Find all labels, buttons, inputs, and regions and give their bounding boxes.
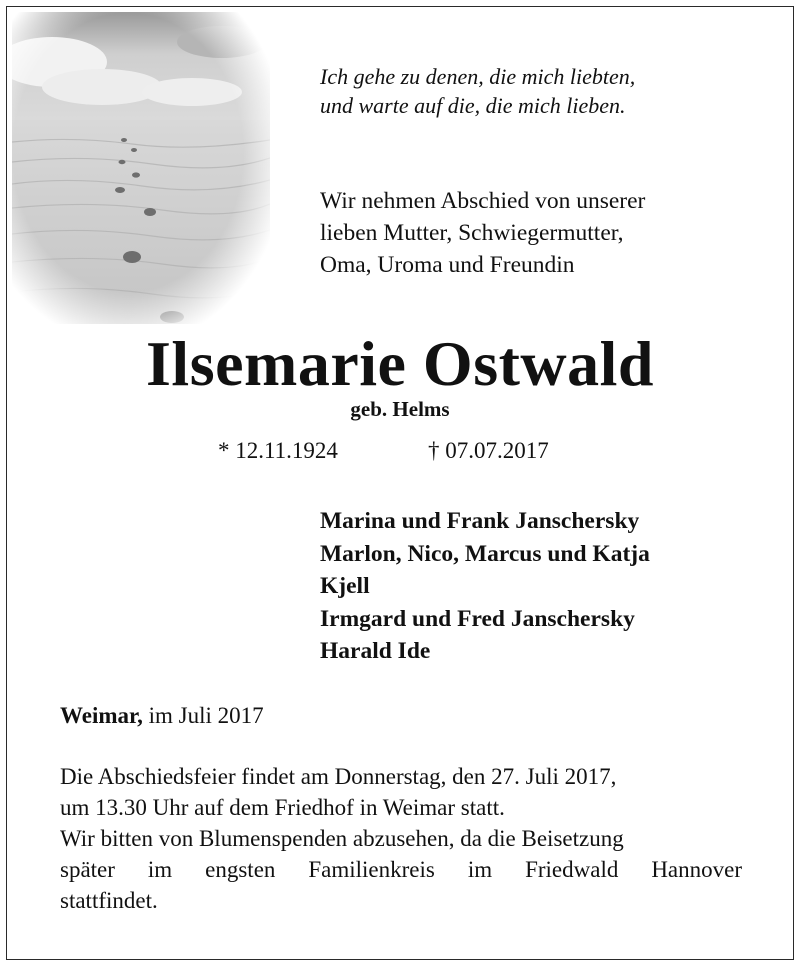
sand-footprints-image [12,12,270,324]
notice-line-justified [60,854,742,885]
quote-line: und warte auf die, die mich lieben. [320,93,626,118]
mourner-entry: Marina und Frank Janschersky [320,508,640,534]
mourners-list [320,505,760,668]
place-and-date [60,700,264,732]
mourner-entry: Harald Ide [320,638,431,664]
notice-word: im [467,857,493,882]
intro-line: lieben Mutter, Schwiegermutter, [320,220,624,246]
notice-line: um 13.30 Uhr auf dem Friedhof in Weimar statt. [60,795,505,820]
deceased-name: Ilsemarie Ostwald [146,328,654,399]
notice-word: Friedwald [525,857,619,882]
notice-line: Wir bitten von Blumenspenden abzusehen, da die Beisetzung [60,826,624,851]
birth-name: geb. Helms [350,397,450,421]
notice-word: im [147,857,173,882]
intro-line: Oma, Uroma und Freundin [320,252,575,278]
quote-line: Ich gehe zu denen, die mich liebten, [320,64,636,89]
notice-word: Hannover [651,857,742,882]
mourner-entry: Kjell [320,573,370,599]
memorial-quote [320,62,760,120]
death-date: † 07.07.2017 [428,438,549,463]
notice-word: Familienkreis [308,857,435,882]
notice-word: engsten [205,857,276,882]
date: im Juli 2017 [148,703,264,728]
ceremony-notice [60,761,742,916]
birth-date: * 12.11.1924 [218,438,338,463]
mourner-entry: Marlon, Nico, Marcus und Katja [320,540,650,567]
notice-line: Die Abschiedsfeier findet am Donnerstag, den 27. Juli 2017, [60,764,617,789]
intro-line: Wir nehmen Abschied von unserer [320,188,646,214]
place: Weimar, [60,703,143,728]
notice-line: stattfindet. [60,888,158,913]
notice-word: später [60,857,115,882]
mourner-entry: Irmgard und Fred Janschersky [320,605,635,632]
farewell-intro [320,185,760,281]
